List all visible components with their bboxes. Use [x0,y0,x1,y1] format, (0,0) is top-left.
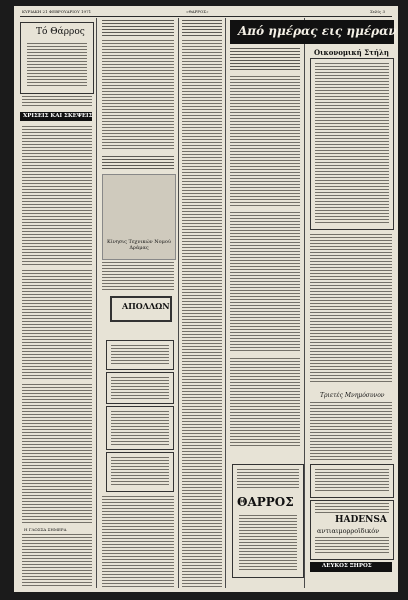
col2-center-graphic [102,174,176,260]
col4b-notice-box [310,464,394,498]
bottom-strip-text: ΛΕΥΚΟΣ ΞΗΡΟΣ [322,563,372,569]
tharros-advert-name: ΘΑΡΡΟΣ [237,495,294,509]
tharros-advert-intro [237,469,299,489]
col2-article-text [102,496,174,588]
column-divider [225,18,226,588]
col1-text-block [22,96,92,108]
col2-subheadline [102,156,174,170]
masthead-rule [20,16,392,17]
col4a-headline [230,48,300,72]
column-divider [96,18,97,588]
hadensa-subtitle: αντιαιμορροϊδικόν [317,527,380,535]
masthead-date: ΚΥΡΙΑΚΗ 21 ΦΕΒΡΟΥΑΡΙΟΥ 1971 [22,9,92,14]
daily-banner [230,20,397,44]
col4a-article-text [230,212,300,352]
col4b-memorial-text [310,402,392,460]
hadensa-ad [310,500,394,560]
col2-small-ad-text [111,457,169,487]
col4b-notice-text [315,469,389,493]
col2-small-ad [106,372,174,404]
daily-banner-title: Από ημέρας εις ημέραν [238,24,397,38]
col2-apollon-title: ΑΠΟΛΛΩΝ [122,301,170,311]
col2-top-headline [102,20,174,36]
hadensa-ad-text [315,537,389,555]
col2-small-ad [106,340,174,370]
tharros-advert [232,464,304,578]
masthead-page-number: Σελίς 3 [370,9,386,14]
col1-section-bar [20,112,92,121]
col2-article-text [102,262,174,292]
col2-small-ad-text [111,411,169,445]
col4a-article-text [230,76,300,206]
econ-table-rows [315,63,389,223]
col1-article-text [22,270,92,380]
col2-small-ad-text [111,377,169,399]
col1-article-text [22,534,92,588]
bottom-strip [310,562,392,572]
tharros-advert-text [239,515,297,571]
econ-column-header: Οικονομική Στήλη [314,48,389,57]
col2-small-ad [106,406,174,450]
newspaper-page [14,6,398,592]
col1-footer-heading: Η ΓΛΩΣΣΑ ΣΗΜΕΡΑ [24,527,67,532]
col3-headline [182,20,222,36]
col1-title: Τό Θάρρος [36,27,85,37]
econ-market-table [310,58,394,230]
hadensa-ad-intro [315,503,389,513]
col3-article-text [182,40,222,588]
col1-article-text [22,384,92,524]
col4a-article-text [230,358,300,448]
tristes-memorial-heading: Τριετές Μνημόσυνον [320,392,385,399]
col1-title-box [20,22,94,94]
col2-apollon-ad [110,296,172,322]
col2-center-headline: Κίνησις Τεχνικών Νομού Δράμας [107,239,171,251]
col1-title-text [27,43,87,87]
col2-small-ad-text [111,345,169,365]
masthead-title: «ΘΑΡΡΟΣ» [186,9,209,14]
col2-small-ad [106,452,174,492]
column-divider [304,18,305,588]
hadensa-brand: HADENSA [335,515,387,525]
column-divider [178,18,179,588]
col1-section-title: ΧΡΙΣΕΙΣ ΚΑΙ ΣΚΕΨΕΙΣ [23,113,93,119]
col1-article-text [22,126,92,266]
col2-article-text [102,40,174,150]
col4b-article-text [310,234,392,384]
